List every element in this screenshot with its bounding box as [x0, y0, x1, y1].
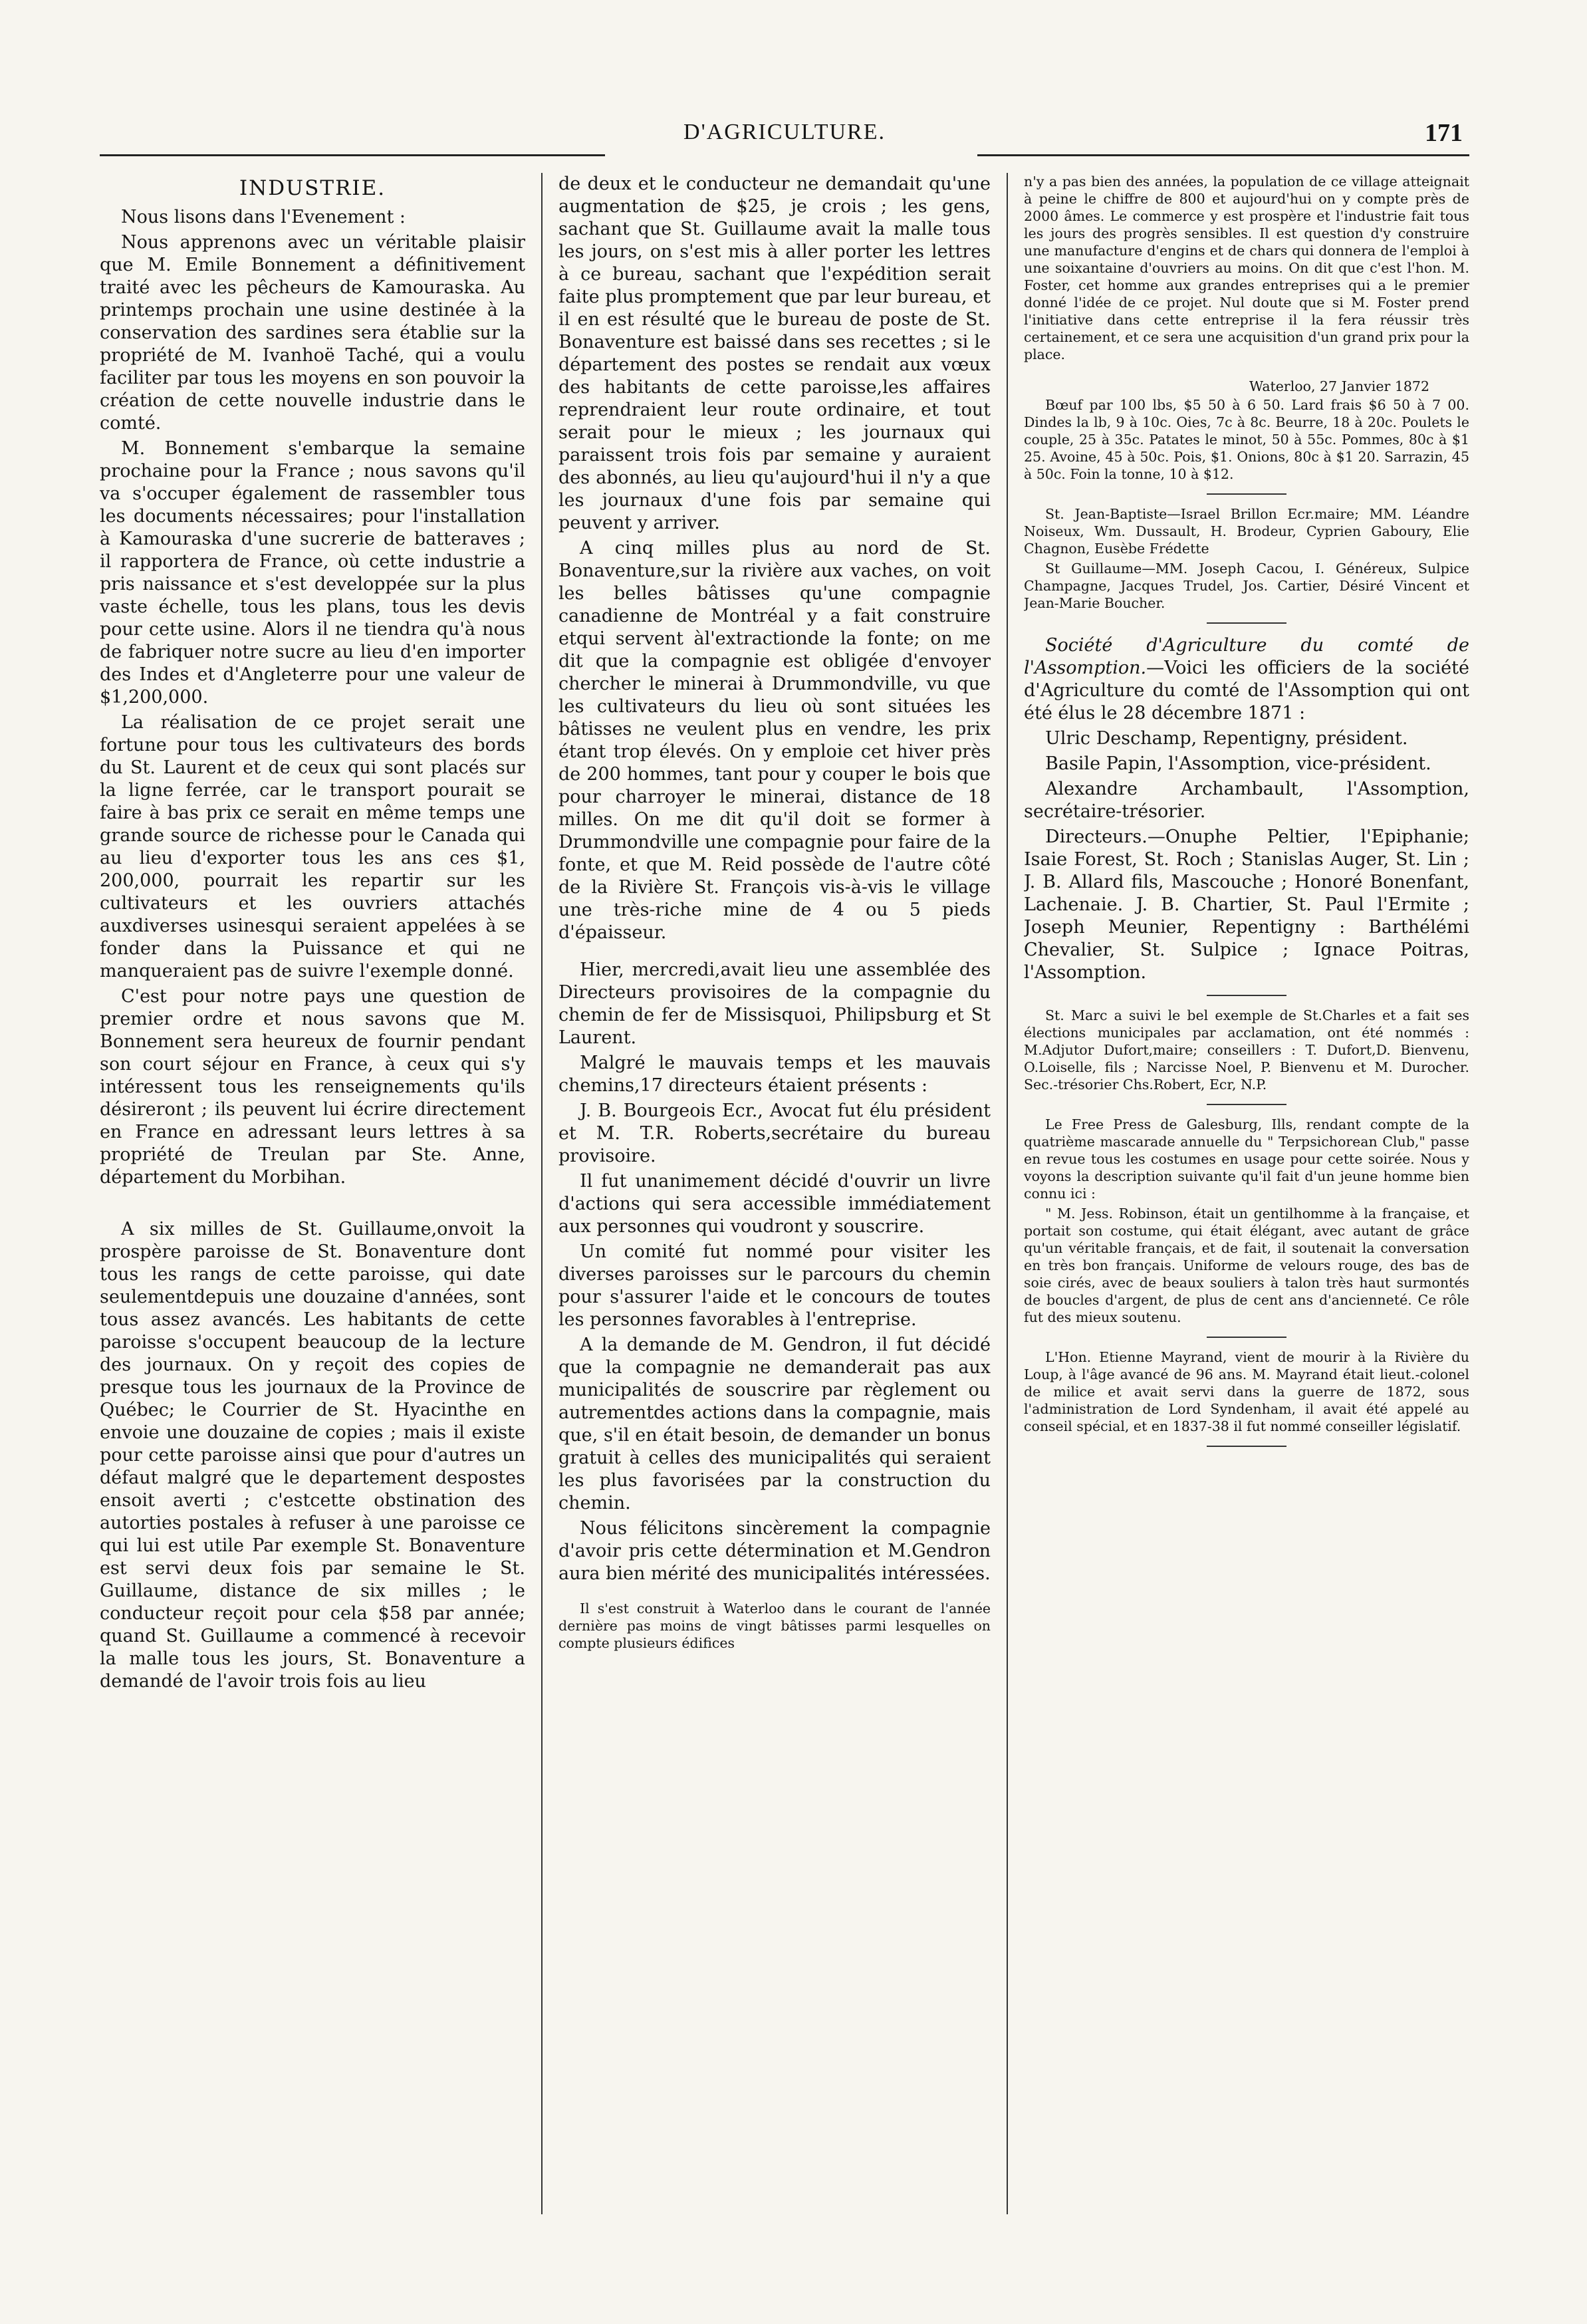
column-left	[100, 173, 525, 2267]
section-rule	[1207, 1337, 1286, 1338]
news-item: St. Marc a suivi le bel exemple de St.Charles et a fait ses élections municipales par acclamation, ont été nommés : M.Adjutor Dufort,maire; conseillers : T. Dufort,D. Bienvenu, O.Loiselle, fils ; Narcisse Noel, P. Bienvenu et M. Durocher. Sec.-trésorier Chs.Robert, Ecr, N.P.	[1024, 1007, 1469, 1093]
article-paragraph: de deux et le conducteur ne demandait qu'une augmentation de $25, je crois ; les gens, sachant que St. Guillaume avait la malle tous les jours, on s'est mis à aller porter les lettres à ce bureau, sachant que l'expédition serait faite plus promptement que par leur bureau, et il en est résulté que le bureau de poste de St. Bonaventure est baissé dans ses recettes ; si le département des postes se rendait aux vœux des habitants de cette paroisse,les affaires reprendraient leur route ordinaire, et tout serait pour le mieux ; les journaux qui paraissent trois fois par semaine y auraient des abonnés, au lieu qu'aujourd'hui il n'y a que les journaux d'une fois par semaine qui peuvent y arriver.	[558, 174, 991, 533]
page-header	[100, 100, 1469, 160]
section-rule	[1207, 493, 1286, 495]
dateline: Waterloo, 27 Janvier 1872	[1249, 378, 1429, 394]
election-notice: St Guillaume—MM. Joseph Cacou, I. Généreux, Sulpice Champagne, Jacques Trudel, Jos. Cartier, Désiré Vincent et Jean-Marie Boucher.	[1024, 561, 1469, 611]
officer-entry: Alexandre Archambault, l'Assomption, secrétaire-trésorier.	[1024, 779, 1469, 822]
news-item: Le Free Press de Galesburg, Ills, rendant compte de la quatrième mascarade annuelle du " Terpsichorean Club," passe en revue tous les costumes en usage pour cette soirée. Nous y voyons la description suivante qu'il fait d'un jeune homme bien connu ici :	[1024, 1116, 1469, 1202]
article-paragraph: C'est pour notre pays une question de premier ordre et nous savons que M. Bonnement sera heureux de fournir pendant son court séjour en France, à ceux qui s'y intéressent tous les renseignements qu'ils désireront ; ils peuvent lui écrire directement en France en adressant leurs lettres à sa propriété de Treulan par Ste. Anne, département du Morbihan.	[100, 986, 525, 1188]
society-heading: Société d'Agriculture du comté de l'Assomption.	[1024, 635, 1469, 678]
article-paragraph: Un comité fut nommé pour visiter les diverses paroisses sur le parcours du chemin pour s'assurer l'aide et le concours de toutes les personnes favorables à l'entreprise.	[558, 1241, 991, 1330]
society-intro: —Voici les officiers de la société d'Agriculture du comté de l'Assomption qui ont été élus le 28 décembre 1871 :	[1024, 658, 1469, 723]
column-divider	[1007, 173, 1008, 2214]
column-middle	[558, 173, 991, 2267]
article-paragraph: M. Bonnement s'embarque la semaine prochaine pour la France ; nous savons qu'il va s'occuper également de rassembler tous les documents nécessaires; pour l'installation à Kamouraska d'une sucrerie de batteraves ; il rapportera de France, où cette industrie a pris naissance et s'est developpée sur la plus vaste échelle, tous les plans, tous les devis pour cette usine. Alors il ne tiendra qu'à nous de fabriquer notre sucre au lieu d'en importer des Indes et d'Angleterre pour une valeur de $1,200,000.	[100, 438, 525, 708]
article-paragraph: J. B. Bourgeois Ecr., Avocat fut élu président et M. T.R. Roberts,secrétaire du bureau provisoire.	[558, 1100, 991, 1166]
section-rule	[1207, 995, 1286, 996]
page-number: 171	[1425, 119, 1463, 147]
officer-entry: Basile Papin, l'Assomption, vice-président.	[1045, 753, 1431, 774]
header-rule-left	[100, 154, 605, 156]
article-paragraph: A la demande de M. Gendron, il fut décidé que la compagnie ne demanderait pas aux municipalités de souscrire par règlement ou autrementdes actions dans la compagnie, mais que, s'il en était besoin, de demander un bonus gratuit à celles des municipalités qui seraient les plus favorisées par la construction du chemin.	[558, 1335, 991, 1513]
news-item: n'y a pas bien des années, la population de ce village atteignait à peine le chiffre de 800 et aujourd'hui on y compte près de 2000 âmes. Le commerce y est prospère et l'industrie fait tous les jours des progrès sensibles. Il est question d'y construire une manufacture d'engins et de chars qui donnera de l'emploi à une soixantaine d'ouvriers au moins. On dit que c'est l'hon. M. Foster, cet homme aux grandes entreprises qui a le premier donné l'idée de ce projet. Nul doute que si M. Foster prend l'initiative dans cette entreprise il la fera réussir très certainement, et ce sera une acquisition d'un grand prix pour la place.	[1024, 174, 1469, 362]
section-rule	[1207, 1446, 1286, 1447]
market-prices: Bœuf par 100 lbs, $5 50 à 6 50. Lard frais $6 50 à 7 00. Dindes la lb, 9 à 10c. Oies, 7c à 8c. Beurre, 18 à 20c. Poulets le couple, 25 à 35c. Patates le minot, 50 à 55c. Pommes, 80c à $1 25. Avoine, 45 à 50c. Pois, $1. Onions, 80c à $1 20. Sarrazin, 45 à 50c. Foin la tonne, 10 à $12.	[1024, 397, 1469, 482]
article-paragraph: Nous félicitons sincèrement la compagnie d'avoir pris cette détermination et M.Gendron aura bien mérité des municipalités intéressées.	[558, 1518, 991, 1584]
section-title: INDUSTRIE.	[239, 176, 386, 200]
article-paragraph: A six milles de St. Guillaume,onvoit la prospère paroisse de St. Bonaventure dont tous les rangs de cette paroisse, qui date seulementdepuis une douzaine d'années, sont tous assez avancés. Les habitants de cette paroisse s'occupent beaucoup de la lecture des journaux. On y reçoit des copies de presque tous les journaux de la Province de Québec; le Courrier de St. Hyacinthe en envoie une douzaine de copies ; mais il existe pour cette paroisse ainsi que pour d'autres un défaut malgré que le departement despostes ensoit averti ; c'estcette obstination des autorties postales à refuser à une paroisse ce qui lui est utile Par exemple St. Bonaventure est servi deux fois par semaine le St. Guillaume, distance de six milles ; le conducteur reçoit pour cela $58 par année; quand St. Guillaume a commencé à recevoir la malle tous les jours, St. Bonaventure a demandé de l'avoir trois fois au lieu	[100, 1219, 525, 1692]
article-paragraph: Malgré le mauvais temps et les mauvais chemins,17 directeurs étaient présents :	[558, 1053, 991, 1096]
section-rule	[1207, 622, 1286, 624]
society-notice	[1024, 634, 1469, 725]
column-divider	[541, 173, 543, 2214]
officer-entry: Ulric Deschamp, Repentigny, président.	[1045, 728, 1408, 749]
article-paragraph: Il fut unanimement décidé d'ouvrir un livre d'actions qui sera accessible immédiatement aux personnes qui voudront y souscrire.	[558, 1171, 991, 1237]
article-paragraph: La réalisation de ce projet serait une fortune pour tous les cultivateurs des bords du St. Laurent et de ceux qui sont placés sur la ligne ferrée, car le transport pourait se faire à bas prix ce serait en même temps une grande source de richesse pour le Canada qui au lieu d'exporter tous les ans ces $1, 200,000, pourrait les repartir sur les cultivateurs et les ouvriers attachés auxdiverses usinesqui seraient appelées à se fonder dans la Puissance et qui ne manqueraient pas de suivre l'exemple donné.	[100, 712, 525, 981]
article-paragraph: A cinq milles plus au nord de St. Bonaventure,sur la rivière aux vaches, on voit les belles bâtisses qu'une compagnie canadienne de Montréal y a fait construire etqui servent àl'extractionde la fonte; on me dit que la compagnie est obligée d'envoyer chercher le minerai à Drummondville, vu que les cultivateurs du lieu où sont situées les bâtisses ne veulent plus en vendre, les prix étant trop élevés. On y emploie cet hiver près de 200 hommes, tant pour y couper le bois que pour charroyer le minerai, distance de 18 milles. On me dit qu'il doit se former à Drummondville une compagnie pour faire de la fonte, et que M. Reid possède de l'autre côté de la Rivière St. François vis-à-vis le village une très-riche mine de 4 ou 5 pieds d'épaisseur.	[558, 538, 991, 943]
article-intro: Nous lisons dans l'Evenement :	[121, 207, 406, 227]
obituary-notice: L'Hon. Etienne Mayrand, vient de mourir à la Rivière du Loup, à l'âge avancé de 96 ans. M. Mayrand était lieut.-colonel de milice et avait servi dans la guerre de 1872, sous l'administration de Lord Syndenham, il avait été appelé au conseil spécial, et en 1837-38 il fut nommé conseiller législatif.	[1024, 1349, 1469, 1434]
quoted-text: " M. Jess. Robinson, était un gentilhomme à la française, et portait son costume, qui était élégant, avec autant de grâce qu'un véritable français, et de fait, il soutenait la conversation en très bon français. Uniforme de velours rouge, des bas de soie cirés, avec de beaux souliers à talon très haut surmontés de boucles d'argent, de plus de cent ans d'ancienneté. Ce rôle fut des mieux soutenu.	[1024, 1206, 1469, 1325]
footnote-paragraph: Il s'est construit à Waterloo dans le courant de l'année dernière pas moins de vingt bâtisses parmi lesquelles on compte plusieurs édifices	[558, 1601, 991, 1651]
election-notice: St. Jean-Baptiste—Israel Brillon Ecr.maire; MM. Léandre Noiseux, Wm. Dussault, H. Brodeur, Cyprien Gaboury, Elie Chagnon, Eusèbe Frédette	[1024, 506, 1469, 557]
header-rule-right	[977, 154, 1469, 156]
running-title: D'AGRICULTURE.	[683, 120, 886, 144]
article-paragraph: Hier, mercredi,avait lieu une assemblée des Directeurs provisoires de la compagnie du chemin de fer de Missisquoi, Philipsburg et St Laurent.	[558, 960, 991, 1048]
newspaper-page	[100, 100, 1469, 2267]
section-rule	[1207, 1104, 1286, 1105]
article-paragraph: Nous apprenons avec un véritable plaisir que M. Emile Bonnement a définitivement traité avec les pêcheurs de Kamouraska. Au printemps prochain une usine destinée à la conservation des sardines sera établie sur la propriété de M. Ivanhoë Taché, qui a voulu faciliter par tous les moyens en son pouvoir la création de cette nouvelle industrie dans le comté.	[100, 232, 525, 434]
column-right	[1024, 173, 1469, 2267]
officer-entry: Directeurs.—Onuphe Peltier, l'Epiphanie; Isaie Forest, St. Roch ; Stanislas Auger, St. Lin ; J. B. Allard fils, Mascouche ; Honoré Bonenfant, Lachenaie. J. B. Chartier, St. Paul l'Ermite ; Joseph Meunier, Repentigny : Barthélémi Chevalier, St. Sulpice ; Ignace Poitras, l'Assomption.	[1024, 827, 1469, 983]
